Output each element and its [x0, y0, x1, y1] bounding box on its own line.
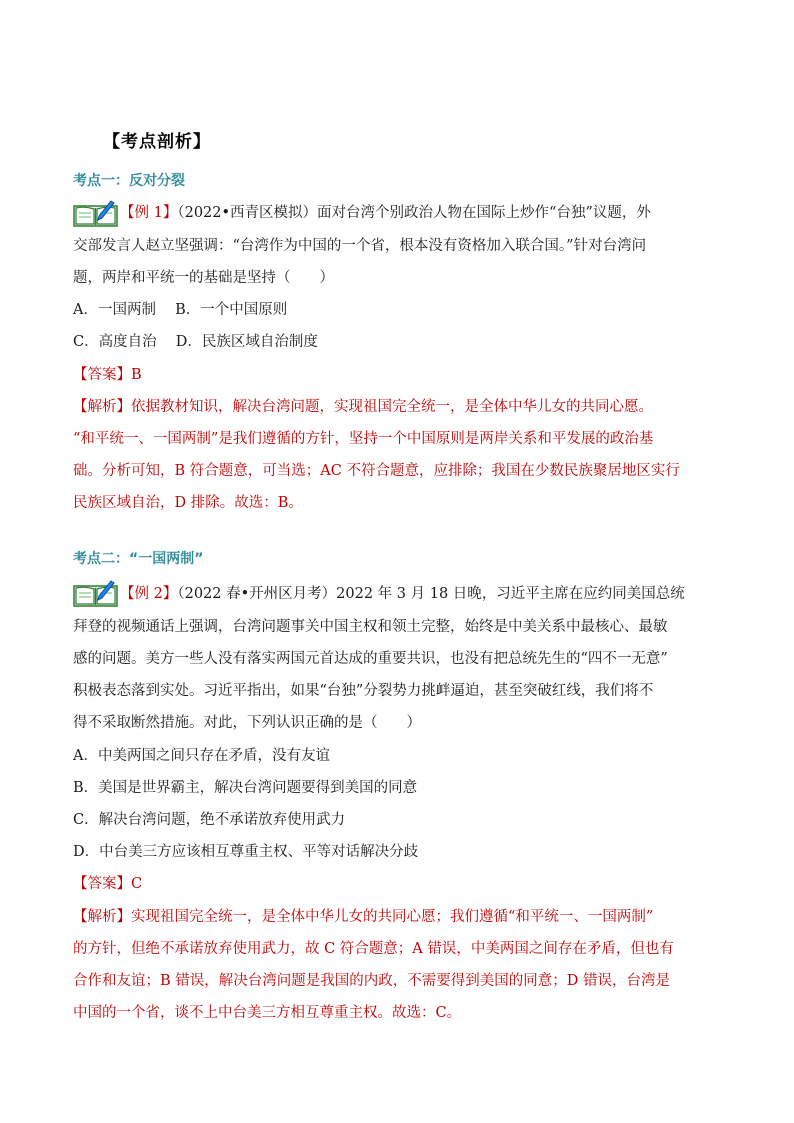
- example-tag: 【例 2】: [120, 586, 178, 602]
- analysis-tag: 【解析】: [73, 909, 131, 925]
- topic-heading: 考点一：反对分裂: [73, 173, 185, 189]
- example-1-line-2: 交部发言人赵立坚强调：“台湾作为中国的一个省，根本没有资格加入联合国。”针对台湾问: [73, 238, 647, 254]
- answer-value: B: [131, 367, 142, 383]
- answer-tag: 【答案】: [73, 367, 131, 383]
- analysis-line: 础。分析可知，B 符合题意，可当选；AC 不符合题意，应排除；我国在少数民族聚居地区实行: [73, 463, 680, 479]
- option-line: C．高度自治 D．民族区域自治制度: [73, 334, 318, 350]
- analysis-line: 中国的一个省，谈不上中台美三方相互尊重主权。故选：C。: [73, 1005, 462, 1021]
- answer-line: [73, 365, 142, 385]
- example-1-line-3: 题，两岸和平统一的基础是坚持（ ）: [73, 270, 334, 286]
- book-pen-icon: [73, 578, 118, 608]
- analysis-line: 【解析】依据教材知识，解决台湾问题，实现祖国完全统一，是全体中华儿女的共同心愿。: [73, 399, 653, 415]
- option-line: A．中美两国之间只存在矛盾，没有友谊: [73, 748, 330, 764]
- analysis-line: 的方针，但绝不承诺放弃使用武力，故 C 符合题意；A 错误，中美两国之间存在矛盾，但也有: [73, 941, 674, 957]
- analysis-tag: 【解析】: [73, 399, 131, 415]
- option-line: D．中台美三方应该相互尊重主权、平等对话解决分歧: [73, 844, 419, 860]
- example-tag: 【例 1】: [120, 205, 178, 221]
- option-line: A．一国两制 B．一个中国原则: [73, 302, 288, 318]
- answer-line: [73, 874, 142, 894]
- example-2-line-5: 得不采取断然措施。对此，下列认识正确的是（ ）: [73, 715, 421, 731]
- analysis-line: 民族区域自治，D 排除。故选：B。: [73, 495, 303, 511]
- option-line: C．解决台湾问题，绝不承诺放弃使用武力: [73, 812, 346, 828]
- example-1-line-1: 【例 1】（2022•西青区模拟）面对台湾个别政治人物在国际上炒作“台独”议题，外: [120, 205, 651, 221]
- section-title: 【考点剖析】: [103, 132, 211, 152]
- analysis-line: 【解析】实现祖国完全统一，是全体中华儿女的共同心愿；我们遵循“和平统一、一国两制”: [73, 909, 654, 925]
- example-2-line-3: 感的问题。美方一些人没有落实两国元首达成的重要共识，也没有把总统先生的“四不一无意”: [73, 651, 668, 667]
- answer-tag: 【答案】: [73, 876, 131, 892]
- example-2-line-1: 【例 2】（2022 春•开州区月考）2022 年 3 月 18 日晚，习近平主席在应约同美国总统: [120, 586, 685, 602]
- topic-heading: 考点二：“一国两制”: [73, 551, 204, 567]
- option-line: B．美国是世界霸主，解决台湾问题要得到美国的同意: [73, 780, 418, 796]
- book-pen-icon: [73, 198, 118, 228]
- example-2-line-4: 积极表态落到实处。习近平指出，如果“台独”分裂势力挑衅逼迫，甚至突破红线，我们将不: [73, 683, 654, 699]
- analysis-line: 合作和友谊；B 错误，解决台湾问题是我国的内政，不需要得到美国的同意；D 错误，台湾是: [73, 973, 670, 989]
- example-2-line-2: 拜登的视频通话上强调，台湾问题事关中国主权和领土完整，始终是中美关系中最核心、最敏: [73, 619, 668, 635]
- answer-value: C: [131, 876, 143, 892]
- analysis-line: “和平统一、一国两制”是我们遵循的方针，坚持一个中国原则是两岸关系和平发展的政治基: [73, 431, 654, 447]
